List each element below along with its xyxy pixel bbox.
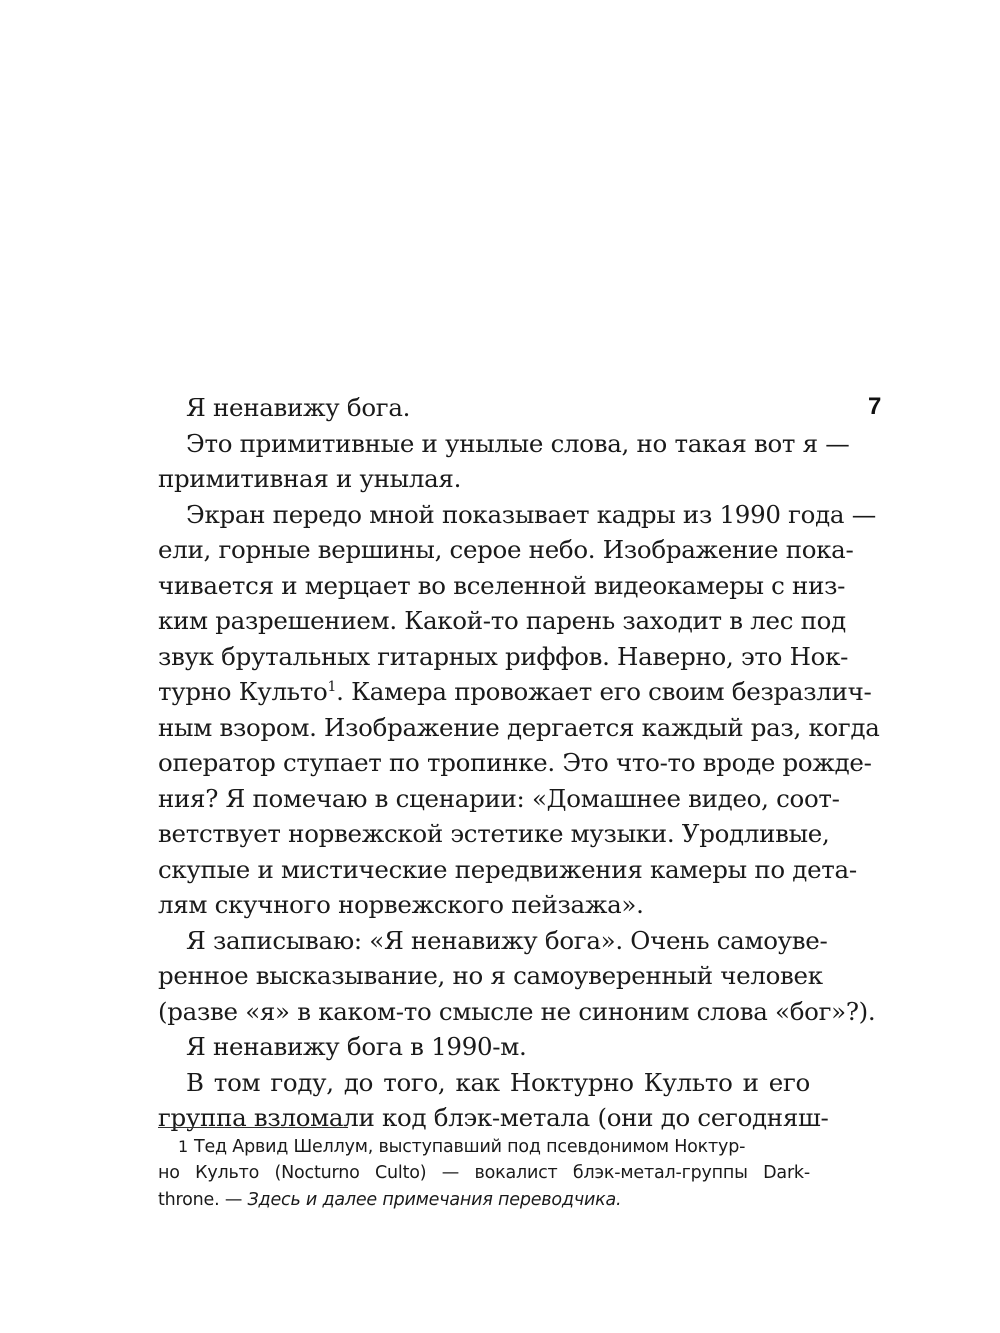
paragraph-line: Экран передо мной показывает кадры из 1990 года — (186, 499, 876, 529)
footnote-italic-text: Здесь и далее примечания переводчика. (247, 1190, 622, 1210)
paragraph-line: оператор ступает по тропинке. Это что-то вроде рожде- (158, 748, 872, 777)
footnote-number: 1 (178, 1137, 188, 1156)
paragraph-line: скупые и мистические передвижения камеры по дета- (158, 854, 857, 884)
footnote-text: Тед Арвид Шеллум, выступавший под псевдонимом Ноктур- (193, 1137, 746, 1157)
footnote-line: но Культо (Nocturno Culto) — вокалист блэк-метал-группы Dark- (158, 1163, 810, 1183)
paragraph-line: ким разрешением. Какой-то парень заходит в лес под (158, 606, 846, 635)
paragraph-line: (разве «я» в каком-то смысле не синоним слова «бог»?). (158, 996, 876, 1026)
paragraph-line-with-footnote (158, 674, 872, 710)
line-text: . Камера провожает его своим безразлич- (336, 677, 872, 706)
paragraph-line: Это примитивные и унылые слова, но такая вот я — (186, 428, 850, 458)
footnote-line (158, 1187, 810, 1214)
footnote-reference: 1 (327, 678, 337, 695)
line-text: турно Культо (158, 677, 328, 706)
footnote (158, 1133, 810, 1214)
footnote-line (158, 1133, 810, 1160)
page-number: 7 (868, 393, 882, 420)
paragraph-line: Я записываю: «Я ненавижу бога». Очень самоуве- (186, 925, 828, 955)
paragraph-line: чивается и мерцает во вселенной видеокамеры с низ- (158, 570, 846, 600)
paragraph-line: Я ненавижу бога в 1990-м. (186, 1032, 527, 1061)
body-text (158, 390, 880, 1136)
paragraph-line: примитивная и унылая. (158, 464, 462, 493)
paragraph-line: ния? Я помечаю в сценарии: «Домашнее видео, соот- (158, 783, 840, 813)
paragraph-line: В том году, до того, как Ноктурно Культо и его (186, 1067, 810, 1097)
paragraph-line: ели, горные вершины, серое небо. Изображение пока- (158, 535, 854, 564)
paragraph-line: Я ненавижу бога. (186, 393, 411, 422)
paragraph-line: звук брутальных гитарных риффов. Наверно, это Нок- (158, 641, 849, 671)
paragraph-line: ным взором. Изображение дергается каждый раз, когда (158, 712, 880, 742)
paragraph-line: группа взломали код блэк-метала (они до сегодняш- (158, 1103, 829, 1132)
footnote-divider (158, 1127, 348, 1128)
footnote-text: throne. — (158, 1190, 248, 1210)
paragraph-line: ветствует норвежской эстетике музыки. Уродливые, (158, 819, 830, 848)
paragraph-line: лям скучного норвежского пейзажа». (158, 890, 644, 919)
paragraph-line: ренное высказывание, но я самоуверенный человек (158, 961, 823, 990)
